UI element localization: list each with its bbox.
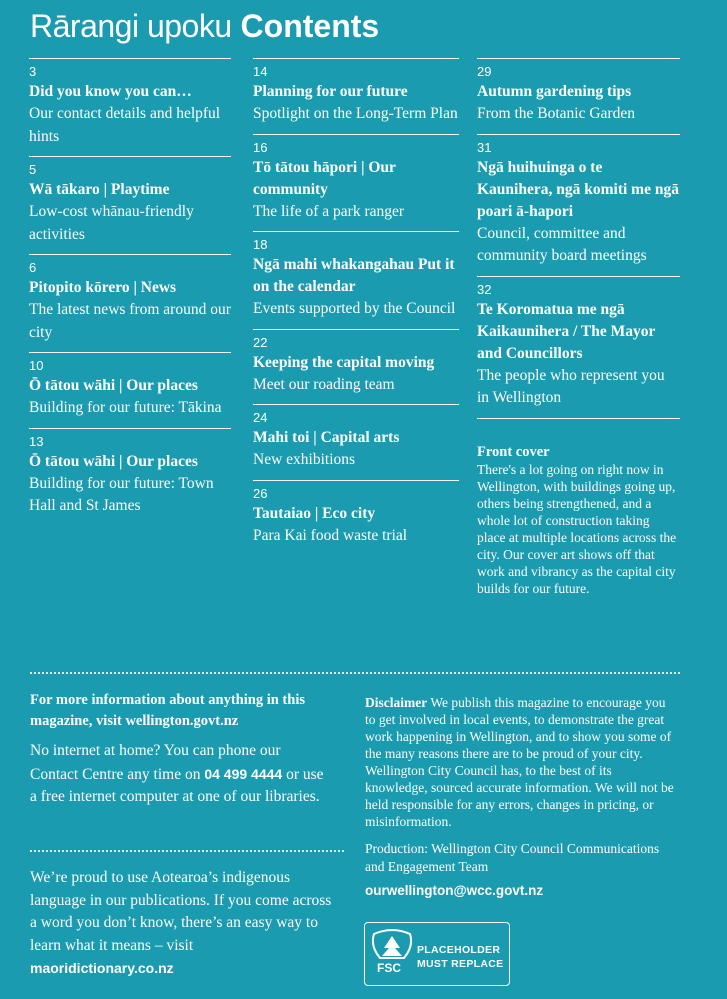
- contents-entry[interactable]: [29, 352, 231, 420]
- entry-heading: Keeping the capital moving: [253, 353, 435, 371]
- entry-page-number: 29: [477, 64, 492, 79]
- entry-heading: Tō tātou hāpori | Our community: [253, 158, 396, 198]
- entry-page-number: 18: [253, 237, 268, 252]
- contents-entry[interactable]: [253, 404, 459, 472]
- entry-page-number: 24: [253, 410, 268, 425]
- entry-description: Low-cost whānau-friendly activities: [29, 203, 194, 243]
- page-title: [30, 6, 379, 46]
- divider-dotted-short: [30, 850, 344, 852]
- fsc-label: FSC: [377, 961, 401, 975]
- entry-page-number: 14: [253, 64, 268, 79]
- title-maori: Rārangi upoku: [30, 8, 232, 44]
- entry-page-number: 32: [477, 281, 492, 297]
- entry-description: Spotlight on the Long-Term Plan: [253, 105, 458, 122]
- entry-description: From the Botanic Garden: [477, 105, 635, 122]
- entry-heading: Mahi toi | Capital arts: [253, 429, 400, 446]
- contents-column-3: [477, 58, 680, 597]
- divider-dotted: [30, 672, 680, 674]
- contents-entry[interactable]: [253, 134, 459, 224]
- disclaimer-text: Disclaimer We publish this magazine to encourage you to get involved in local events, to demonstrate the great work happening in Wellington, and to show you some of the many reasons there are to be proud of your city. Wellington City Council has, to the best of its knowledge, sourced accurate information. We will not be held responsible for any errors, changes in pricing, or misinformation.: [365, 695, 674, 829]
- entry-page-number: 6: [29, 260, 37, 275]
- maori-language-note: [30, 867, 336, 981]
- entry-heading: Wā tākaro | Playtime: [29, 181, 170, 198]
- entry-description: Our contact details and helpful hints: [29, 105, 221, 145]
- entry-page-number: 5: [29, 162, 37, 177]
- maori-dictionary-link[interactable]: maoridictionary.co.nz: [30, 960, 174, 976]
- entry-page-number: 26: [253, 485, 268, 501]
- entry-description: Meet our roading team: [253, 375, 395, 393]
- entry-description: Events supported by the Council: [253, 300, 456, 317]
- entry-heading: Ō tātou wāhi | Our places: [29, 452, 198, 470]
- entry-page-number: 16: [253, 139, 268, 155]
- contents-entry[interactable]: [29, 428, 231, 518]
- phone-number[interactable]: 04 499 4444: [204, 765, 283, 782]
- contents-entry[interactable]: [253, 329, 459, 397]
- entry-page-number: 31: [477, 139, 492, 155]
- entry-description: Para Kai food waste trial: [253, 526, 408, 544]
- disclaimer-block: [365, 694, 675, 898]
- fsc-placeholder-text: PLACEHOLDER MUST REPLACE: [417, 944, 504, 970]
- entry-description: Building for our future: Town Hall and St James: [29, 474, 214, 514]
- contents-entry[interactable]: [253, 480, 459, 548]
- contents-entry[interactable]: [477, 134, 680, 268]
- fsc-logo-placeholder: [364, 922, 510, 986]
- entry-description: The latest news from around our city: [29, 301, 231, 341]
- contents-column-2: [253, 58, 459, 555]
- entry-heading: Did you know you can…: [29, 83, 192, 100]
- maori-language-text: We’re proud to use Aotearoa’s indigenous language in our publications. If you come across a word you don’t know, there’s an easy way to learn what it means – visit: [30, 869, 332, 954]
- entry-description: The life of a park ranger: [253, 202, 405, 220]
- front-cover-note: [477, 418, 680, 597]
- entry-heading: Planning for our future: [253, 83, 408, 100]
- contents-entry[interactable]: [253, 231, 459, 321]
- entry-page-number: 22: [253, 334, 268, 350]
- entry-heading: Ō tātou wāhi | Our places: [29, 377, 198, 394]
- contents-entry[interactable]: [29, 156, 231, 246]
- entry-heading: Pitopito kōrero | News: [29, 279, 177, 296]
- contents-entry[interactable]: [477, 58, 680, 126]
- contents-column-1: [29, 58, 231, 526]
- entry-page-number: 10: [29, 358, 44, 373]
- contents-entry[interactable]: [253, 58, 459, 126]
- contents-entry[interactable]: [477, 276, 680, 410]
- entry-description: New exhibitions: [253, 451, 356, 468]
- front-cover-body: There's a lot going on right now in Wellington, with buildings going up, others being strengthened, and a whole lot of construction taking place at multiple locations across the city. Our cover art shows off that work and vibrancy as the capital city builds for our future.: [477, 461, 677, 596]
- front-cover-title: Front cover: [477, 443, 550, 460]
- contact-email[interactable]: ourwellington@wcc.govt.nz: [365, 883, 544, 898]
- contents-entry[interactable]: [29, 254, 231, 344]
- more-info-title: For more information about anything in this magazine, visit wellington.govt.nz: [30, 692, 305, 729]
- entry-description: Building for our future: Tākina: [29, 399, 222, 416]
- more-info: [30, 690, 330, 809]
- entry-description: The people who represent you in Wellington: [477, 366, 665, 406]
- entry-heading: Autumn gardening tips: [477, 83, 632, 100]
- entry-heading: Ngā huihuinga o te Kaunihera, ngā komiti me ngā poari ā-hapori: [477, 158, 679, 220]
- production-credit: Production: Wellington City Council Communications and Engagement Team: [365, 841, 660, 874]
- entry-heading: Te Koromatua me ngā Kaikaunihera / The Mayor and Councillors: [477, 300, 656, 362]
- entry-heading: Ngā mahi whakangahau Put it on the calendar: [253, 256, 455, 295]
- entry-page-number: 3: [29, 64, 37, 79]
- disclaimer-label: Disclaimer: [365, 695, 428, 710]
- more-info-text: No internet at home? You can phone our Contact Centre any time on 04 499 4444 or use a free internet computer at one of our libraries.: [30, 742, 324, 805]
- contents-entry[interactable]: [29, 58, 231, 148]
- title-english: Contents: [240, 8, 380, 44]
- entry-page-number: 13: [29, 433, 44, 449]
- column-3-entries: [477, 58, 680, 410]
- entry-description: Council, committee and community board meetings: [477, 224, 647, 264]
- entry-heading: Tautaiao | Eco city: [253, 504, 376, 522]
